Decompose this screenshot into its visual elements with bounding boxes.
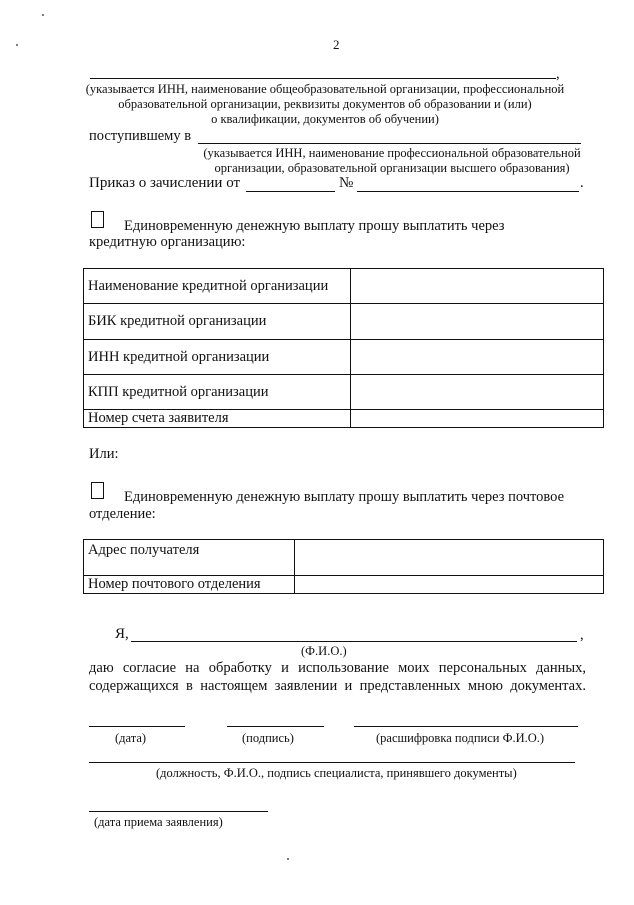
- bank-name-field[interactable]: [351, 269, 604, 304]
- post-office-number-label: Номер почтового отделения: [84, 576, 295, 594]
- table-row: [84, 410, 604, 428]
- table-row: [84, 304, 604, 340]
- org-info-line[interactable]: [90, 78, 556, 79]
- account-number-field[interactable]: [351, 410, 604, 428]
- post-option-text-1: Единовременную денежную выплату прошу выплатить через почтовое: [124, 489, 565, 505]
- order-label: Приказ о зачислении от: [89, 175, 241, 191]
- org-info-hint-2: образовательной организации, реквизиты документов об образовании и (или): [118, 97, 532, 111]
- table-row: [84, 540, 604, 576]
- bank-name-label: Наименование кредитной организации: [84, 269, 351, 304]
- admitted-label: поступившему в: [89, 128, 192, 144]
- consent-comma: ,: [580, 627, 584, 643]
- recipient-address-label: Адрес получателя: [84, 540, 295, 576]
- decoding-line[interactable]: [354, 726, 578, 727]
- bank-option-text-1: Единовременную денежную выплату прошу выплатить через: [124, 218, 505, 234]
- table-row: [84, 340, 604, 375]
- scan-speck: [42, 14, 44, 16]
- consent-text-2: содержащихся в настоящем заявлении и представленных мною документах.: [89, 678, 586, 694]
- order-date-line[interactable]: [246, 191, 335, 192]
- recipient-address-field[interactable]: [295, 540, 604, 576]
- kpp-field[interactable]: [351, 375, 604, 410]
- table-row: [84, 269, 604, 304]
- table-row: [84, 375, 604, 410]
- receipt-date-line[interactable]: [89, 811, 268, 812]
- bank-inn-label: ИНН кредитной организации: [84, 340, 351, 375]
- specialist-caption: (должность, Ф.И.О., подпись специалиста, принявшего документы): [156, 766, 517, 780]
- post-option-checkbox[interactable]: [91, 482, 104, 499]
- decoding-caption: (расшифровка подписи Ф.И.О.): [376, 731, 545, 745]
- scan-speck: [16, 44, 18, 46]
- post-option-text-2: отделение:: [89, 506, 156, 522]
- order-number-line[interactable]: [357, 191, 579, 192]
- post-details-table: [83, 539, 604, 594]
- receipt-date-caption: (дата приема заявления): [94, 815, 223, 829]
- admitted-hint-2: организации, образовательной организации высшего образования): [214, 161, 570, 175]
- admitted-org-line[interactable]: [198, 143, 581, 144]
- admitted-hint-1: (указывается ИНН, наименование профессиональной образовательной: [203, 146, 581, 160]
- trailing-comma: ,: [556, 66, 560, 82]
- bank-inn-field[interactable]: [351, 340, 604, 375]
- org-info-hint-1: (указывается ИНН, наименование общеобразовательной организации, профессиональной: [85, 82, 565, 96]
- org-info-hint-3: о квалификации, документов об обучении): [211, 112, 439, 126]
- bik-field[interactable]: [351, 304, 604, 340]
- scan-speck: [287, 858, 289, 860]
- signature-caption: (подпись): [242, 731, 294, 745]
- order-number-sign: №: [339, 175, 354, 191]
- signature-line[interactable]: [227, 726, 324, 727]
- page-number: 2: [333, 37, 340, 52]
- post-office-number-field[interactable]: [295, 576, 604, 594]
- fio-caption: (Ф.И.О.): [301, 644, 347, 658]
- table-row: [84, 576, 604, 594]
- order-end-dot: .: [580, 175, 584, 191]
- fio-line[interactable]: [131, 641, 577, 642]
- bank-details-table: [83, 268, 604, 428]
- specialist-line[interactable]: [89, 762, 575, 763]
- bank-option-text-2: кредитную организацию:: [89, 234, 246, 250]
- consent-prefix: Я,: [115, 626, 129, 642]
- or-label: Или:: [89, 446, 119, 462]
- account-number-label: Номер счета заявителя: [84, 410, 351, 428]
- bank-option-checkbox[interactable]: [91, 211, 104, 228]
- consent-text-1: даю согласие на обработку и использование моих персональных данных,: [89, 660, 586, 676]
- kpp-label: КПП кредитной организации: [84, 375, 351, 410]
- date-line[interactable]: [89, 726, 185, 727]
- bik-label: БИК кредитной организации: [84, 304, 351, 340]
- date-caption: (дата): [115, 731, 147, 745]
